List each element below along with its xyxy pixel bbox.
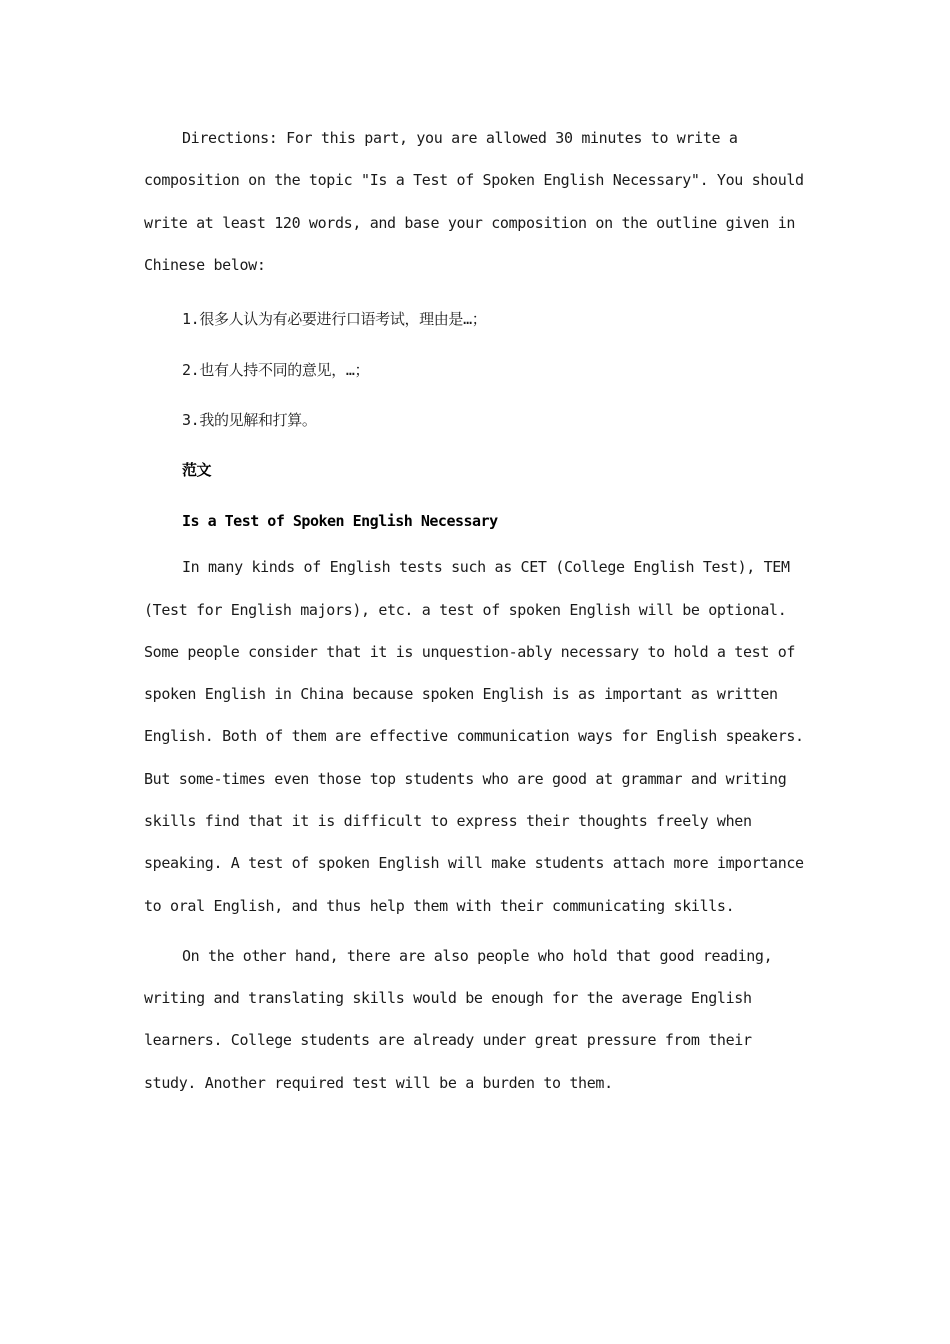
- essay-paragraph-2: On the other hand, there are also people who hold that good reading, writing and translating skills would be enough for the average English learners. College students are already under great pressure from their study. Another required test will be a burden to them.: [144, 946, 773, 1092]
- outline-item-2: 2.也有人持不同的意见，…；: [182, 360, 370, 379]
- outline-item-1: 1.很多人认为有必要进行口语考试，理由是…；: [182, 310, 487, 329]
- document-page: [144, 117, 812, 1112]
- outline-item-3: 3.我的见解和打算。: [182, 411, 317, 429]
- sample-label: 范文: [182, 461, 212, 480]
- essay-title: Is a Test of Spoken English Necessary: [182, 511, 498, 530]
- essay-paragraph-1: In many kinds of English tests such as CET (College English Test), TEM (Test for English majors), etc. a test of spoken English will be optional. Some people consider that it is unquestion-ably necessary to hold a test of spoken English in China because spoken English is as important as written English. Both of them are effective communication ways for English speakers. But some-times even those top students who are good at grammar and writing skills find that it is difficult to express their thoughts freely when speaking. A test of spoken English will make students attach more importance to oral English, and thus help them with their communicating skills.: [144, 558, 804, 915]
- directions-paragraph: Directions: For this part, you are allowed 30 minutes to write a composition on the topic "Is a Test of Spoken English Necessary". You should write at least 120 words, and base your composition on the outline given in Chinese below:: [144, 129, 804, 274]
